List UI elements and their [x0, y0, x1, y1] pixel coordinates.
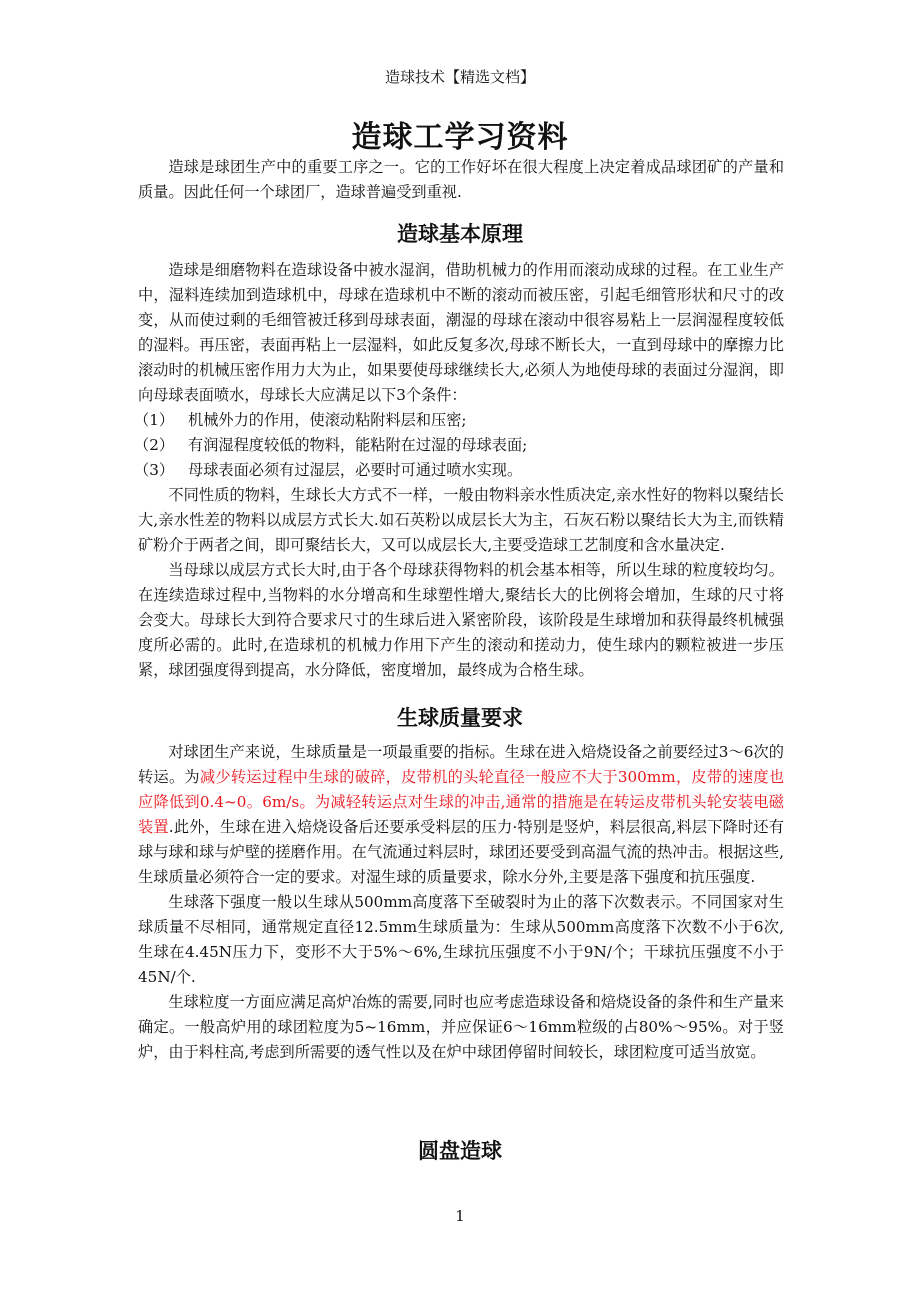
condition-list-item	[134, 433, 784, 458]
quality-text-a: 对球团生产来说，生球质量是一项最重要的指标。生球在进入焙烧设备之前要经过3～6次的转运。为	[138, 743, 784, 786]
list-number: （1）	[134, 411, 175, 429]
condition-list-item	[134, 458, 784, 483]
section-quality-body	[138, 740, 784, 1065]
principle-paragraph-1: 造球是细磨物料在造球设备中被水湿润，借助机械力的作用而滚动成球的过程。在工业生产中，湿料连续加到造球机中，母球在造球机中不断的滚动而被压密，引起毛细管形状和尺寸的改变，从而使过剩的毛细管被迁移到母球表面，潮湿的母球在滚动中很容易粘上一层润湿程度较低的湿料。再压密，表面再粘上一层湿料，如此反复多次,母球不断长大，一直到母球中的摩擦力比滚动时的机械压密作用力大为止，如果要使母球继续长大,必须人为地使母球的表面过分湿润，即向母球表面喷水，母球长大应满足以下3个条件：	[138, 261, 784, 404]
quality-paragraph-3: 生球粒度一方面应满足高炉冶炼的需要,同时也应考虑造球设备和焙烧设备的条件和生产量来确定。一般高炉用的球团粒度为5~16mm，并应保证6～16mm粒级的占80%～95%。对于竖炉，由于料柱高,考虑到所需要的透气性以及在炉中球团停留时间较长，球团粒度可适当放宽。	[138, 993, 784, 1061]
intro-paragraph: 造球是球团生产中的重要工序之一。它的工作好坏在很大程度上决定着成品球团矿的产量和质量。因此任何一个球团厂，造球普遍受到重视.	[138, 158, 784, 201]
document-title: 造球工学习资料	[351, 120, 569, 155]
list-text: 有润湿程度较低的物料，能粘附在过湿的母球表面;	[188, 436, 528, 454]
list-text: 机械外力的作用，使滚动粘附料层和压密;	[188, 411, 467, 429]
list-number: （2）	[134, 436, 175, 454]
quality-paragraph-1	[138, 740, 784, 890]
principle-paragraph-3: 当母球以成层方式长大时,由于各个母球获得物料的机会基本相等，所以生球的粒度较均匀。在连续造球过程中,当物料的水分增高和生球塑性增大,聚结长大的比例将会增加，生球的尺寸将会变大。母球长大到符合要求尺寸的生球后进入紧密阶段，该阶段是生球增加和获得最终机械强度所必需的。此时,在造球机的机械力作用下产生的滚动和搓动力，使生球内的颗粒被进一步压紧，球团强度得到提高，水分降低，密度增加，最终成为合格生球。	[138, 561, 784, 679]
quality-text-b: .此外，生球在进入焙烧设备后还要承受料层的压力·特别是竖炉，料层很高,料层下降时还有球与球和球与炉壁的搓磨作用。在气流通过料层时，球团还要受到高温气流的热冲击。根据这些,生球质量必须符合一定的要求。对湿生球的质量要求，除水分外,主要是落下强度和抗压强度.	[138, 818, 785, 886]
highlighted-text: 减少转运过程中生球的破碎，皮带机的头轮直径一般应不大于300mm，皮带的速度也应降低到0.4~0。6m/s。为减轻转运点对生球的冲击,通常的措施是在转运皮带机头轮安装电磁装置	[138, 768, 785, 836]
quality-paragraph-2: 生球落下强度一般以生球从500mm高度落下至破裂时为止的落下次数表示。不同国家对生球质量不尽相同，通常规定直径12.5mm生球质量为：生球从500mm高度落下次数不小于6次,生球在4.45N压力下，变形不大于5%～6%,生球抗压强度不小于9N/个；干球抗压强度不小于45N/个.	[138, 893, 784, 986]
section-heading-principle: 造球基本原理	[397, 222, 523, 246]
principle-paragraph-2: 不同性质的物料，生球长大方式不一样，一般由物料亲水性质决定,亲水性好的物料以聚结长大,亲水性差的物料以成层方式长大.如石英粉以成层长大为主，石灰石粉以聚结长大为主,而铁精矿粉介于两者之间，即可聚结长大，又可以成层长大,主要受造球工艺制度和含水量决定.	[138, 486, 784, 554]
condition-list-item	[134, 408, 784, 433]
page-header: 造球技术【精选文档】	[384, 68, 535, 86]
list-number: （3）	[134, 461, 175, 479]
section-principle-body	[134, 258, 784, 683]
page-number: 1	[455, 1207, 465, 1225]
section-heading-quality: 生球质量要求	[397, 706, 523, 730]
section-heading-disc: 圆盘造球	[418, 1139, 502, 1163]
intro-block	[138, 155, 784, 205]
list-text: 母球表面必须有过湿层，必要时可通过喷水实现。	[188, 461, 523, 479]
